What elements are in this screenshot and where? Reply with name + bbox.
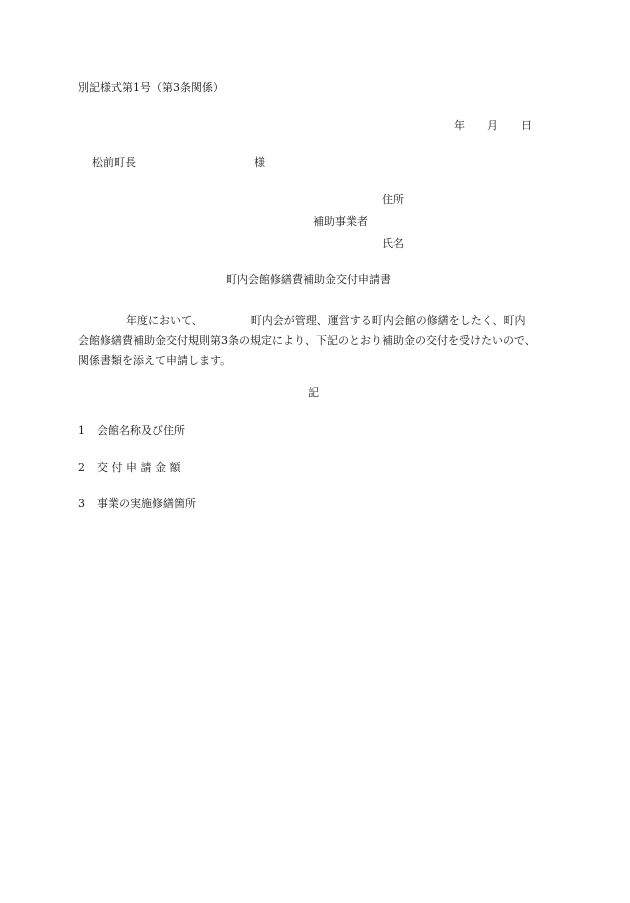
body-line-1a: 年度において、 [126, 314, 203, 327]
item-3-number: 3 [78, 497, 85, 510]
item-2-number: 2 [78, 461, 85, 474]
date-day-label: 日 [521, 119, 532, 132]
address-label: 住所 [382, 193, 404, 206]
body-line-1b: 町内会が管理、運営する町内会館の修繕をしたく、町内 [250, 314, 526, 327]
item-1-number: 1 [78, 424, 85, 437]
application-body [78, 311, 558, 371]
ki-heading: 記 [308, 386, 319, 399]
body-line-1 [78, 311, 558, 331]
item-3-label: 事業の実施修繕箇所 [97, 497, 196, 510]
item-1-label: 会館名称及び住所 [97, 424, 185, 437]
name-label: 氏名 [382, 237, 404, 250]
document-title: 町内会館修繕費補助金交付申請書 [226, 273, 391, 286]
date-month-label: 月 [487, 119, 498, 132]
item-2-label: 交 付 申 請 金 額 [97, 461, 181, 474]
date-year-label: 年 [454, 119, 465, 132]
addressee-honorific: 様 [254, 156, 265, 169]
body-line-2: 会館修繕費補助金交付規則第3条の規定により、下記のとおり補助金の交付を受けたいので、 [78, 334, 536, 347]
form-number: 別記様式第1号（第3条関係） [78, 81, 224, 94]
applicant-role-label: 補助事業者 [313, 215, 368, 228]
addressee-name: 松前町長 [92, 156, 136, 169]
body-line-3: 関係書類を添えて申請します。 [78, 354, 232, 367]
